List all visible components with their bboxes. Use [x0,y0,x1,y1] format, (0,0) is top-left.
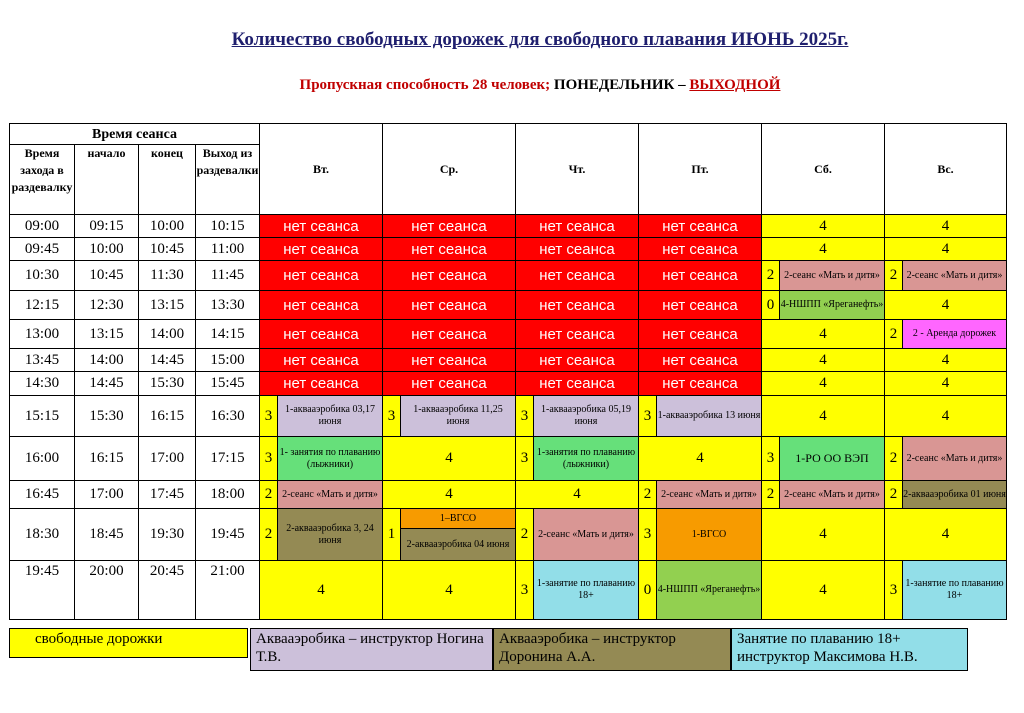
free-lanes-cell: 4 [885,349,1007,372]
activity-cell: 2 - Аренда дорожек [903,320,1007,349]
time-cell: 19:30 [139,509,196,561]
activity-cell: 2-сеанс «Мать и дитя» [657,481,762,509]
time-cell: 10:00 [139,215,196,238]
time-cell: 09:45 [10,238,75,261]
activity-cell: 2-сеанс «Мать и дитя» [903,261,1007,291]
free-lanes-count: 2 [516,509,534,561]
activity-cell: 4-НШПП «Яреганефть» [780,291,885,320]
free-lanes-cell: 4 [762,396,885,437]
free-lanes-count: 3 [516,437,534,481]
split-activity-cell [401,509,516,561]
time-cell: 18:30 [10,509,75,561]
activity-cell: 2-сеанс «Мать и дитя» [780,261,885,291]
free-lanes-count: 3 [762,437,780,481]
time-cell: 13:45 [10,349,75,372]
time-cell: 17:00 [75,481,139,509]
no-session-cell: нет сеанса [639,349,762,372]
free-lanes-cell: 4 [762,372,885,396]
free-lanes-count: 2 [885,481,903,509]
free-lanes-cell: 4 [762,320,885,349]
aqua-aerobics-cell: 1-аквааэробика 11,25 июня [401,396,516,437]
day-off-text: ВЫХОДНОЙ [689,77,781,93]
day-header-wed: Ср. [383,124,516,215]
time-cell: 21:00 [196,561,260,620]
activity-cell: 2-сеанс «Мать и дитя» [903,437,1007,481]
free-lanes-count: 1 [383,509,401,561]
monday-text: ПОНЕДЕЛЬНИК – [553,77,686,93]
legend-swim-18: Занятие по плаванию 18+ инструктор Максимова Н.В. [731,628,968,671]
activity-cell: 4-НШПП «Яреганефть» [657,561,762,620]
day-header-fri: Пт. [639,124,762,215]
free-lanes-cell: 4 [383,437,516,481]
time-cell: 15:00 [196,349,260,372]
no-session-cell: нет сеанса [383,320,516,349]
time-cell: 10:00 [75,238,139,261]
free-lanes-count: 3 [516,561,534,620]
time-cell: 14:00 [75,349,139,372]
table-row [10,561,1007,620]
free-lanes-cell: 4 [639,437,762,481]
free-lanes-cell: 4 [383,481,516,509]
free-lanes-count: 3 [260,396,278,437]
end-header: конец [139,145,196,215]
no-session-cell: нет сеанса [260,238,383,261]
legend-free-lanes: свободные дорожки [9,628,248,658]
time-cell: 10:15 [196,215,260,238]
start-header: начало [75,145,139,215]
free-lanes-cell: 4 [762,215,885,238]
no-session-cell: нет сеанса [516,349,639,372]
free-lanes-count: 0 [639,561,657,620]
free-lanes-count: 2 [639,481,657,509]
time-cell: 15:30 [75,396,139,437]
time-cell: 17:15 [196,437,260,481]
table-row [10,320,1007,349]
time-cell: 18:00 [196,481,260,509]
free-lanes-count: 2 [885,261,903,291]
time-cell: 14:00 [139,320,196,349]
page-subtitle [0,77,1024,94]
day-header-tue: Вт. [260,124,383,215]
time-cell: 16:15 [139,396,196,437]
activity-cell: 2-сеанс «Мать и дитя» [780,481,885,509]
activity-cell: 1-ВГСО [657,509,762,561]
free-lanes-count: 2 [762,261,780,291]
free-lanes-count: 2 [885,320,903,349]
no-session-cell: нет сеанса [260,372,383,396]
time-cell: 11:45 [196,261,260,291]
no-session-cell: нет сеанса [383,261,516,291]
day-header-thu: Чт. [516,124,639,215]
free-lanes-count: 3 [885,561,903,620]
activity-cell: 1- занятия по плаванию (лыжники) [278,437,383,481]
no-session-cell: нет сеанса [639,215,762,238]
free-lanes-count: 0 [762,291,780,320]
free-lanes-cell: 4 [762,349,885,372]
activity-cell: 1-занятия по плаванию (лыжники) [534,437,639,481]
day-header-sat: Сб. [762,124,885,215]
free-lanes-cell: 4 [260,561,383,620]
time-cell: 17:45 [139,481,196,509]
swim-class-cell: 1-занятие по плаванию 18+ [903,561,1007,620]
table-row [10,349,1007,372]
time-cell: 09:00 [10,215,75,238]
no-session-cell: нет сеанса [383,291,516,320]
time-cell: 17:00 [139,437,196,481]
aqua-aerobics-cell: 1-аквааэробика 03,17 июня [278,396,383,437]
no-session-cell: нет сеанса [639,320,762,349]
table-row [10,509,1007,561]
table-row [10,261,1007,291]
time-cell: 14:45 [139,349,196,372]
time-cell: 16:45 [10,481,75,509]
swim-class-cell: 1-занятие по плаванию 18+ [534,561,639,620]
free-lanes-cell: 4 [516,481,639,509]
no-session-cell: нет сеанса [516,320,639,349]
activity-cell: 2-сеанс «Мать и дитя» [278,481,383,509]
table-row [10,215,1007,238]
time-cell: 16:30 [196,396,260,437]
free-lanes-count: 3 [639,396,657,437]
schedule-table [9,123,1007,620]
free-lanes-cell: 4 [885,396,1007,437]
time-cell: 20:45 [139,561,196,620]
no-session-cell: нет сеанса [516,372,639,396]
free-lanes-cell: 4 [885,215,1007,238]
free-lanes-cell: 4 [762,238,885,261]
no-session-cell: нет сеанса [383,372,516,396]
time-cell: 13:00 [10,320,75,349]
no-session-cell: нет сеанса [260,291,383,320]
no-session-cell: нет сеанса [516,238,639,261]
page-title: Количество свободных дорожек для свободного плавания ИЮНЬ 2025г. [231,29,849,50]
time-cell: 13:30 [196,291,260,320]
table-row [10,372,1007,396]
activity-cell: 1-РО ОО ВЭП [780,437,885,481]
aqua-aerobics-cell: 2-аквааэробика 01 июня [903,481,1007,509]
no-session-cell: нет сеанса [260,261,383,291]
table-row [10,437,1007,481]
time-cell: 10:45 [75,261,139,291]
time-cell: 10:45 [139,238,196,261]
aqua-aerobics-cell: 2-аквааэробика 3, 24 июня [278,509,383,561]
free-lanes-cell: 4 [885,372,1007,396]
time-cell: 13:15 [139,291,196,320]
time-cell: 09:15 [75,215,139,238]
session-time-header: Время сеанса [10,124,260,145]
time-cell: 16:00 [10,437,75,481]
time-cell: 12:15 [10,291,75,320]
entry-time-header: Время захода в раздевалку [10,145,75,215]
free-lanes-count: 3 [639,509,657,561]
free-lanes-cell: 4 [762,561,885,620]
day-header-sun: Вс. [885,124,1007,215]
no-session-cell: нет сеанса [639,372,762,396]
time-cell: 14:15 [196,320,260,349]
time-cell: 15:45 [196,372,260,396]
no-session-cell: нет сеанса [260,320,383,349]
time-cell: 11:00 [196,238,260,261]
no-session-cell: нет сеанса [516,291,639,320]
activity-cell: 1–ВГСО [401,509,515,529]
legend-aqua-doronina: Аквааэробика – инструктор Доронина А.А. [493,628,731,671]
free-lanes-count: 3 [516,396,534,437]
time-cell: 11:30 [139,261,196,291]
no-session-cell: нет сеанса [260,215,383,238]
no-session-cell: нет сеанса [383,238,516,261]
table-row [10,481,1007,509]
aqua-aerobics-cell: 2-аквааэробика 04 июня [401,529,515,560]
capacity-text: Пропускная способность 28 человек; [299,77,551,93]
time-cell: 20:00 [75,561,139,620]
exit-time-header: Выход из раздевалки [196,145,260,215]
activity-cell: 2-сеанс «Мать и дитя» [534,509,639,561]
time-cell: 15:15 [10,396,75,437]
no-session-cell: нет сеанса [639,238,762,261]
time-cell: 12:30 [75,291,139,320]
table-row [10,238,1007,261]
free-lanes-cell: 4 [762,509,885,561]
aqua-aerobics-cell: 1-аквааэробика 05,19 июня [534,396,639,437]
time-cell: 14:45 [75,372,139,396]
no-session-cell: нет сеанса [383,349,516,372]
free-lanes-count: 2 [885,437,903,481]
legend-aqua-nogina: Аквааэробика – инструктор Ногина Т.В. [250,628,493,671]
free-lanes-count: 2 [260,481,278,509]
time-cell: 16:15 [75,437,139,481]
time-cell: 15:30 [139,372,196,396]
free-lanes-cell: 4 [383,561,516,620]
table-row [10,396,1007,437]
no-session-cell: нет сеанса [260,349,383,372]
table-row [10,291,1007,320]
no-session-cell: нет сеанса [639,261,762,291]
time-cell: 18:45 [75,509,139,561]
time-cell: 10:30 [10,261,75,291]
no-session-cell: нет сеанса [516,215,639,238]
time-cell: 19:45 [10,561,75,620]
free-lanes-cell: 4 [885,509,1007,561]
free-lanes-count: 2 [762,481,780,509]
no-session-cell: нет сеанса [639,291,762,320]
free-lanes-count: 3 [383,396,401,437]
free-lanes-cell: 4 [885,238,1007,261]
free-lanes-count: 3 [260,437,278,481]
time-cell: 19:45 [196,509,260,561]
time-cell: 14:30 [10,372,75,396]
free-lanes-count: 2 [260,509,278,561]
time-cell: 13:15 [75,320,139,349]
no-session-cell: нет сеанса [516,261,639,291]
no-session-cell: нет сеанса [383,215,516,238]
free-lanes-cell: 4 [885,291,1007,320]
aqua-aerobics-cell: 1-аквааэробика 13 июня [657,396,762,437]
